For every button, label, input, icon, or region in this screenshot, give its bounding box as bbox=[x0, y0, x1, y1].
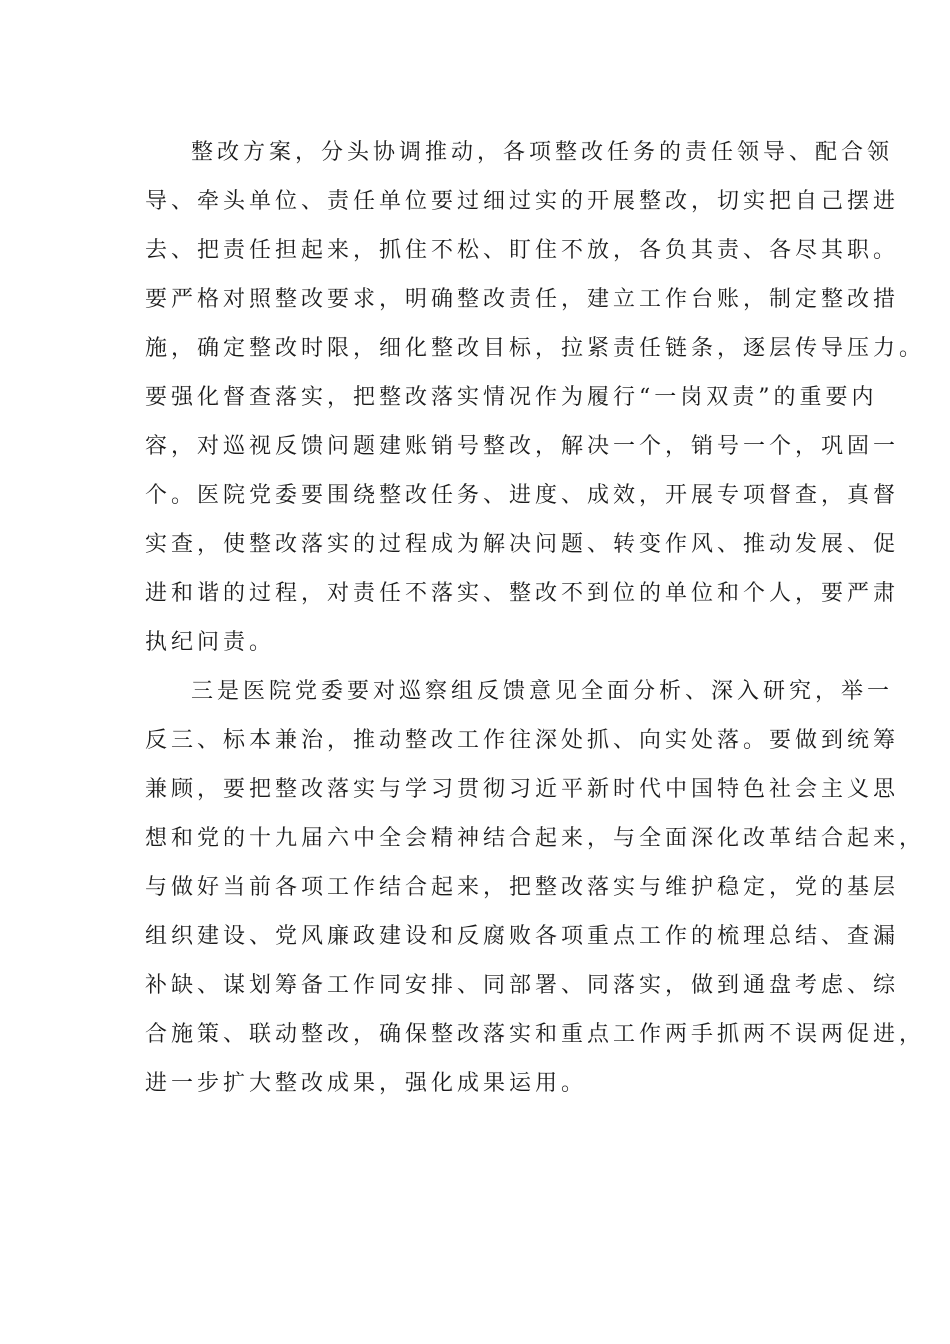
text-line: 进和谐的过程，对责任不落实、整改不到位的单位和个人，要严肃 bbox=[145, 581, 900, 606]
text-line: 兼顾，要把整改落实与学习贯彻习近平新时代中国特色社会主义思 bbox=[145, 777, 900, 802]
text-line: 进一步扩大整改成果，强化成果运用。 bbox=[145, 1071, 588, 1096]
body-text bbox=[145, 128, 926, 1108]
text-line: 反三、标本兼治，推动整改工作往深处抓、向实处落。要做到统筹 bbox=[145, 728, 900, 753]
text-line: 整改方案，分头协调推动，各项整改任务的责任领导、配合领 bbox=[191, 140, 894, 165]
text-line: 组织建设、党风廉政建设和反腐败各项重点工作的梳理总结、查漏 bbox=[145, 924, 900, 949]
text-line: 三是医院党委要对巡察组反馈意见全面分析、深入研究，举一 bbox=[191, 679, 894, 704]
text-line: 施，确定整改时限，细化整改目标，拉紧责任链条，逐层传导压力。 bbox=[145, 336, 926, 361]
text-line: 与做好当前各项工作结合起来，把整改落实与维护稳定，党的基层 bbox=[145, 875, 900, 900]
text-line: 要强化督查落实，把整改落实情况作为履行“一岗双责”的重要内 bbox=[145, 385, 878, 410]
text-line: 要严格对照整改要求，明确整改责任，建立工作台账，制定整改措 bbox=[145, 287, 900, 312]
text-line: 实查，使整改落实的过程成为解决问题、转变作风、推动发展、促 bbox=[145, 532, 900, 557]
text-line: 导、牵头单位、责任单位要过细过实的开展整改，切实把自己摆进 bbox=[145, 189, 900, 214]
text-line: 合施策、联动整改，确保整改落实和重点工作两手抓两不误两促进， bbox=[145, 1022, 926, 1047]
text-line: 个。医院党委要围绕整改任务、进度、成效，开展专项督查，真督 bbox=[145, 483, 900, 508]
text-line: 补缺、谋划筹备工作同安排、同部署、同落实，做到通盘考虑、综 bbox=[145, 973, 900, 998]
text-line: 容，对巡视反馈问题建账销号整改，解决一个，销号一个，巩固一 bbox=[145, 434, 900, 459]
text-line: 执纪问责。 bbox=[145, 630, 276, 655]
text-line: 想和党的十九届六中全会精神结合起来，与全面深化改革结合起来， bbox=[145, 826, 926, 851]
text-line: 去、把责任担起来，抓住不松、盯住不放，各负其责、各尽其职。 bbox=[145, 238, 900, 263]
